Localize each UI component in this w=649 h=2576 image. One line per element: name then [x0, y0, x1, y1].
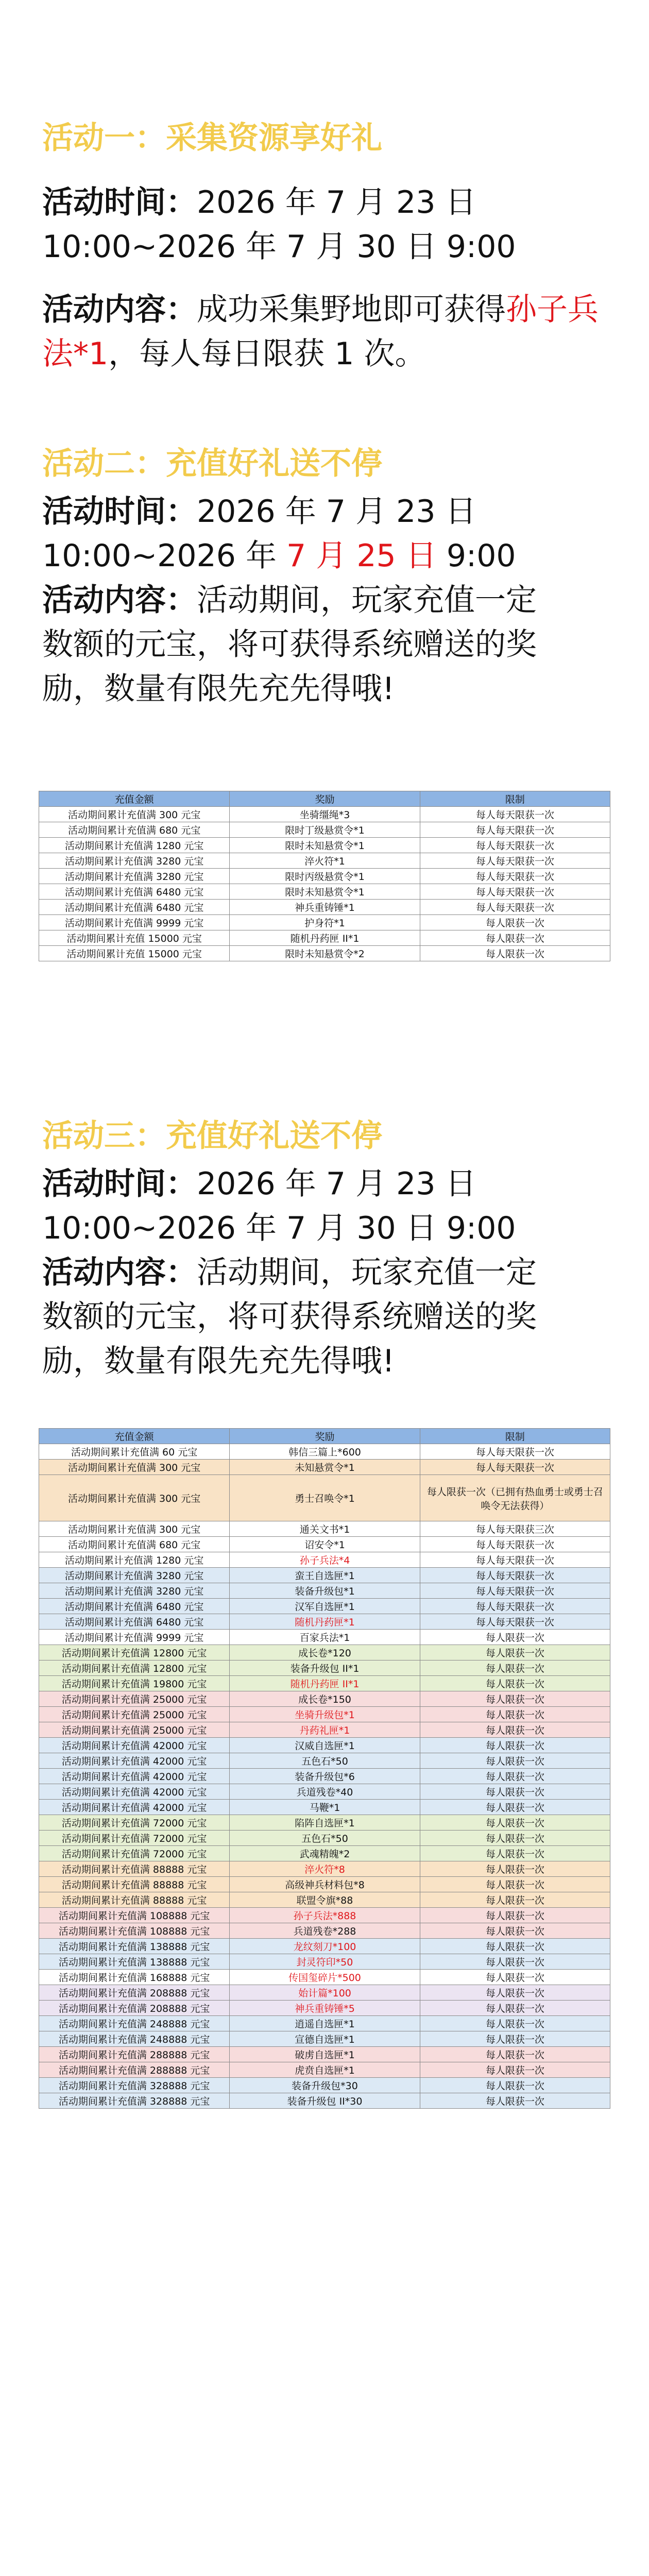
reward-cell: 五色石*50 — [230, 1753, 420, 1769]
limit-cell: 每人限获一次 — [420, 2016, 610, 2031]
table-row — [39, 1630, 610, 1645]
limit-cell: 每人限获一次 — [420, 2047, 610, 2062]
reward-cell: 限时未知悬赏令*2 — [230, 946, 420, 961]
limit-cell: 每人限获一次 — [420, 1985, 610, 2001]
column-header: 充值金额 — [39, 791, 230, 807]
table-row — [39, 1970, 610, 1985]
reward-cell: 龙纹刻刀*100 — [230, 1939, 420, 1954]
limit-cell: 每人限获一次 — [420, 1722, 610, 1738]
reward-cell: 随机丹药匣 II*1 — [230, 1676, 420, 1691]
reward-cell: 神兵重铸锤*5 — [230, 2001, 420, 2016]
amount-cell: 活动期间累计充值满 6480 元宝 — [39, 1614, 230, 1630]
limit-cell: 每人限获一次 — [420, 1753, 610, 1769]
activity-2-time — [42, 489, 609, 578]
limit-cell: 每人每天限获一次 — [420, 1568, 610, 1583]
reward-cell: 丹药礼匣*1 — [230, 1722, 420, 1738]
table-row — [39, 1892, 610, 1908]
table-row — [39, 2062, 610, 2078]
activity-2-content — [42, 578, 609, 711]
reward-cell: 淬火符*1 — [230, 853, 420, 869]
limit-cell: 每人限获一次 — [420, 1769, 610, 1784]
amount-cell: 活动期间累计充值 15000 元宝 — [39, 930, 230, 946]
table-row — [39, 1460, 610, 1475]
table-row — [39, 2016, 610, 2031]
amount-cell: 活动期间累计充值满 248888 元宝 — [39, 2031, 230, 2047]
amount-cell: 活动期间累计充值满 88888 元宝 — [39, 1861, 230, 1877]
table-row — [39, 1537, 610, 1552]
limit-cell: 每人限获一次 — [420, 1630, 610, 1645]
limit-cell: 每人每天限获一次 — [420, 869, 610, 884]
reward-cell: 装备升级包*30 — [230, 2078, 420, 2093]
table-row — [39, 1660, 610, 1676]
limit-cell: 每人每天限获一次 — [420, 1552, 610, 1568]
amount-cell: 活动期间累计充值满 25000 元宝 — [39, 1691, 230, 1707]
amount-cell: 活动期间累计充值满 300 元宝 — [39, 807, 230, 822]
limit-cell: 每人每天限获一次 — [420, 1444, 610, 1460]
content-text-end: ，每人每日限获 1 次。 — [108, 336, 426, 372]
content-highlight: 孙子兵法*1 — [42, 292, 599, 372]
amount-cell: 活动期间累计充值满 72000 元宝 — [39, 1815, 230, 1831]
limit-cell: 每人限获一次 — [420, 1815, 610, 1831]
limit-cell: 每人每天限获一次 — [420, 884, 610, 900]
activity-1 — [42, 117, 609, 376]
table-row — [39, 1645, 610, 1660]
content-text: 成功采集野地即可获得 — [197, 292, 506, 328]
limit-cell: 每人限获一次 — [420, 1738, 610, 1753]
column-header: 限制 — [420, 1429, 610, 1444]
reward-cell: 装备升级包 II*1 — [230, 1660, 420, 1676]
time-highlight: 7 月 25 日 — [286, 538, 437, 574]
reward-cell: 勇士召唤令*1 — [230, 1475, 420, 1521]
limit-cell: 每人限获一次 — [420, 930, 610, 946]
reward-cell: 高级神兵材料包*8 — [230, 1877, 420, 1892]
table-row — [39, 900, 610, 915]
table-row — [39, 1985, 610, 2001]
amount-cell: 活动期间累计充值满 42000 元宝 — [39, 1769, 230, 1784]
table-row — [39, 1939, 610, 1954]
table-row — [39, 1923, 610, 1939]
table-row — [39, 1552, 610, 1568]
activity-3 — [42, 1115, 609, 1383]
table-row — [39, 1831, 610, 1846]
table-row — [39, 2078, 610, 2093]
content-text-2: 数额的元宝，将可获得系统赠送的奖 — [42, 626, 537, 663]
table-row — [39, 838, 610, 853]
table-row — [39, 1784, 610, 1800]
limit-cell: 每人限获一次 — [420, 1645, 610, 1660]
limit-cell: 每人每天限获一次 — [420, 900, 610, 915]
limit-cell: 每人每天限获一次 — [420, 822, 610, 838]
reward-cell: 宣德自选匣*1 — [230, 2031, 420, 2047]
amount-cell: 活动期间累计充值满 300 元宝 — [39, 1521, 230, 1537]
limit-cell: 每人限获一次 — [420, 1831, 610, 1846]
amount-cell: 活动期间累计充值满 680 元宝 — [39, 1537, 230, 1552]
reward-cell: 诏安令*1 — [230, 1537, 420, 1552]
table-row — [39, 1738, 610, 1753]
table-row — [39, 822, 610, 838]
activity-1-title: 活动一：采集资源享好礼 — [42, 120, 382, 156]
limit-cell: 每人限获一次 — [420, 1923, 610, 1939]
reward-cell: 马鞭*1 — [230, 1800, 420, 1815]
table-row — [39, 1521, 610, 1537]
reward-cell: 坐骑升级包*1 — [230, 1707, 420, 1722]
column-header: 奖励 — [230, 791, 420, 807]
activity-3-title: 活动三：充值好礼送不停 — [42, 1118, 382, 1154]
reward-cell: 成长卷*150 — [230, 1691, 420, 1707]
amount-cell: 活动期间累计充值满 3280 元宝 — [39, 1583, 230, 1599]
time-value-end: 10:00~2026 年 7 月 30 日 9:00 — [42, 229, 516, 265]
amount-cell: 活动期间累计充值满 19800 元宝 — [39, 1676, 230, 1691]
time-value-tail: 9:00 — [436, 538, 516, 574]
limit-cell: 每人限获一次 — [420, 1877, 610, 1892]
amount-cell: 活动期间累计充值满 9999 元宝 — [39, 915, 230, 930]
table-row — [39, 1861, 610, 1877]
table-row — [39, 1614, 610, 1630]
amount-cell: 活动期间累计充值满 9999 元宝 — [39, 1630, 230, 1645]
content-label: 活动内容： — [42, 292, 197, 328]
table-row — [39, 2093, 610, 2109]
table-row — [39, 915, 610, 930]
time-value: 2026 年 7 月 23 日 — [197, 1166, 476, 1202]
table-row — [39, 1475, 610, 1521]
reward-cell: 兵道残卷*288 — [230, 1923, 420, 1939]
reward-cell: 汉军自选匣*1 — [230, 1599, 420, 1614]
reward-cell: 陷阵自选匣*1 — [230, 1815, 420, 1831]
amount-cell: 活动期间累计充值满 12800 元宝 — [39, 1660, 230, 1676]
amount-cell: 活动期间累计充值满 42000 元宝 — [39, 1738, 230, 1753]
content-text: 活动期间，玩家充值一定 — [197, 582, 537, 618]
table-row — [39, 1908, 610, 1923]
limit-cell: 每人限获一次 — [420, 1660, 610, 1676]
limit-cell: 每人限获一次 — [420, 1676, 610, 1691]
reward-cell: 始计篇*100 — [230, 1985, 420, 2001]
table-row — [39, 853, 610, 869]
table-row — [39, 884, 610, 900]
limit-cell: 每人限获一次 — [420, 2062, 610, 2078]
amount-cell: 活动期间累计充值满 248888 元宝 — [39, 2016, 230, 2031]
reward-cell: 联盟令旗*88 — [230, 1892, 420, 1908]
activity-1-content — [42, 287, 609, 376]
table-row — [39, 946, 610, 961]
content-text-3: 励，数量有限先充先得哦! — [42, 1343, 395, 1379]
limit-cell: 每人每天限获一次 — [420, 853, 610, 869]
column-header: 充值金额 — [39, 1429, 230, 1444]
amount-cell: 活动期间累计充值满 288888 元宝 — [39, 2047, 230, 2062]
amount-cell: 活动期间累计充值满 108888 元宝 — [39, 1908, 230, 1923]
limit-cell: 每人限获一次 — [420, 2001, 610, 2016]
table-row — [39, 807, 610, 822]
column-header: 奖励 — [230, 1429, 420, 1444]
reward-cell: 通关文书*1 — [230, 1521, 420, 1537]
reward-cell: 兵道残卷*40 — [230, 1784, 420, 1800]
table-row — [39, 1815, 610, 1831]
limit-cell: 每人限获一次 — [420, 915, 610, 930]
reward-cell: 护身符*1 — [230, 915, 420, 930]
limit-cell: 每人每天限获一次 — [420, 1599, 610, 1614]
limit-cell: 每人每天限获三次 — [420, 1521, 610, 1537]
table-row — [39, 1877, 610, 1892]
reward-cell: 装备升级包 II*30 — [230, 2093, 420, 2109]
reward-cell: 武魂精魄*2 — [230, 1846, 420, 1861]
table-row — [39, 1954, 610, 1970]
reward-cell: 破虏自选匣*1 — [230, 2047, 420, 2062]
amount-cell: 活动期间累计充值满 88888 元宝 — [39, 1892, 230, 1908]
table-row — [39, 930, 610, 946]
reward-cell: 逍遥自选匣*1 — [230, 2016, 420, 2031]
reward-cell: 蛮王自选匣*1 — [230, 1568, 420, 1583]
amount-cell: 活动期间累计充值满 300 元宝 — [39, 1475, 230, 1521]
amount-cell: 活动期间累计充值满 300 元宝 — [39, 1460, 230, 1475]
content-text-3: 励，数量有限先充先得哦! — [42, 671, 395, 707]
table-row — [39, 1691, 610, 1707]
reward-cell: 孙子兵法*4 — [230, 1552, 420, 1568]
amount-cell: 活动期间累计充值满 3280 元宝 — [39, 853, 230, 869]
amount-cell: 活动期间累计充值满 3280 元宝 — [39, 869, 230, 884]
reward-cell: 随机丹药匣 II*1 — [230, 930, 420, 946]
reward-cell: 未知悬赏令*1 — [230, 1460, 420, 1475]
reward-cell: 孙子兵法*888 — [230, 1908, 420, 1923]
table-row — [39, 1583, 610, 1599]
content-text-2: 数额的元宝，将可获得系统赠送的奖 — [42, 1299, 537, 1335]
limit-cell: 每人每天限获一次 — [420, 807, 610, 822]
limit-cell: 每人限获一次 — [420, 1691, 610, 1707]
amount-cell: 活动期间累计充值满 1280 元宝 — [39, 1552, 230, 1568]
table-row — [39, 1707, 610, 1722]
reward-cell: 随机丹药匣*1 — [230, 1614, 420, 1630]
amount-cell: 活动期间累计充值满 88888 元宝 — [39, 1877, 230, 1892]
amount-cell: 活动期间累计充值满 328888 元宝 — [39, 2078, 230, 2093]
limit-cell: 每人每天限获一次 — [420, 1614, 610, 1630]
limit-cell: 每人限获一次 — [420, 1800, 610, 1815]
time-value: 2026 年 7 月 23 日 — [197, 494, 476, 530]
limit-cell: 每人每天限获一次 — [420, 1583, 610, 1599]
amount-cell: 活动期间累计充值满 138888 元宝 — [39, 1954, 230, 1970]
time-value-end: 10:00~2026 年 — [42, 538, 287, 574]
reward-cell: 汉威自选匣*1 — [230, 1738, 420, 1753]
amount-cell: 活动期间累计充值满 42000 元宝 — [39, 1784, 230, 1800]
limit-cell: 每人限获一次 — [420, 1970, 610, 1985]
content-text: 活动期间，玩家充值一定 — [197, 1255, 537, 1291]
reward-table-2 — [39, 1428, 610, 2109]
activity-3-time — [42, 1162, 609, 1250]
table-row — [39, 1769, 610, 1784]
limit-cell: 每人限获一次 — [420, 1784, 610, 1800]
amount-cell: 活动期间累计充值满 42000 元宝 — [39, 1753, 230, 1769]
table-row — [39, 1753, 610, 1769]
reward-cell: 封灵符印*50 — [230, 1954, 420, 1970]
amount-cell: 活动期间累计充值满 1280 元宝 — [39, 838, 230, 853]
amount-cell: 活动期间累计充值满 72000 元宝 — [39, 1831, 230, 1846]
time-value-end: 10:00~2026 年 7 月 30 日 9:00 — [42, 1210, 516, 1246]
amount-cell: 活动期间累计充值满 288888 元宝 — [39, 2062, 230, 2078]
amount-cell: 活动期间累计充值满 680 元宝 — [39, 822, 230, 838]
reward-cell: 淬火符*8 — [230, 1861, 420, 1877]
time-label: 活动时间： — [42, 494, 197, 530]
content-label: 活动内容： — [42, 582, 197, 618]
activity-2 — [42, 443, 609, 711]
limit-cell: 每人限获一次 — [420, 1861, 610, 1877]
amount-cell: 活动期间累计充值满 6480 元宝 — [39, 884, 230, 900]
amount-cell: 活动期间累计充值满 168888 元宝 — [39, 1970, 230, 1985]
reward-cell: 韩信三篇上*600 — [230, 1444, 420, 1460]
table-row — [39, 2001, 610, 2016]
table-row — [39, 2031, 610, 2047]
amount-cell: 活动期间累计充值 15000 元宝 — [39, 946, 230, 961]
reward-cell: 限时丙级悬赏令*1 — [230, 869, 420, 884]
reward-table-1 — [39, 791, 610, 961]
table-row — [39, 1722, 610, 1738]
reward-cell: 坐骑缰绳*3 — [230, 807, 420, 822]
limit-cell: 每人限获一次 — [420, 946, 610, 961]
limit-cell: 每人每天限获一次 — [420, 1460, 610, 1475]
amount-cell: 活动期间累计充值满 25000 元宝 — [39, 1722, 230, 1738]
table-row — [39, 1846, 610, 1861]
limit-cell: 每人限获一次 — [420, 2093, 610, 2109]
limit-cell: 每人限获一次 — [420, 1908, 610, 1923]
amount-cell: 活动期间累计充值满 328888 元宝 — [39, 2093, 230, 2109]
amount-cell: 活动期间累计充值满 60 元宝 — [39, 1444, 230, 1460]
activity-2-title: 活动二：充值好礼送不停 — [42, 446, 382, 482]
amount-cell: 活动期间累计充值满 208888 元宝 — [39, 2001, 230, 2016]
limit-cell: 每人限获一次 — [420, 1846, 610, 1861]
limit-cell: 每人限获一次 — [420, 1892, 610, 1908]
table-row — [39, 869, 610, 884]
amount-cell: 活动期间累计充值满 208888 元宝 — [39, 1985, 230, 2001]
limit-cell: 每人每天限获一次 — [420, 1537, 610, 1552]
reward-cell: 五色石*50 — [230, 1831, 420, 1846]
reward-cell: 神兵重铸锤*1 — [230, 900, 420, 915]
limit-cell: 每人限获一次 — [420, 1707, 610, 1722]
limit-cell: 每人每天限获一次 — [420, 838, 610, 853]
reward-cell: 成长卷*120 — [230, 1645, 420, 1660]
reward-cell: 限时未知悬赏令*1 — [230, 838, 420, 853]
activity-1-time — [42, 180, 609, 269]
limit-cell: 每人限获一次 — [420, 2078, 610, 2093]
time-value: 2026 年 7 月 23 日 — [197, 184, 476, 221]
reward-cell: 虎贲自选匣*1 — [230, 2062, 420, 2078]
reward-cell: 限时丁级悬赏令*1 — [230, 822, 420, 838]
time-label: 活动时间： — [42, 184, 197, 221]
column-header: 限制 — [420, 791, 610, 807]
amount-cell: 活动期间累计充值满 42000 元宝 — [39, 1800, 230, 1815]
limit-cell: 每人限获一次 — [420, 1954, 610, 1970]
reward-cell: 限时未知悬赏令*1 — [230, 884, 420, 900]
reward-cell: 传国玺碎片*500 — [230, 1970, 420, 1985]
reward-cell: 装备升级包*6 — [230, 1769, 420, 1784]
amount-cell: 活动期间累计充值满 12800 元宝 — [39, 1645, 230, 1660]
limit-cell: 每人限获一次（已拥有热血勇士或勇士召唤令无法获得） — [420, 1475, 610, 1521]
table-row — [39, 1599, 610, 1614]
content-label: 活动内容： — [42, 1255, 197, 1291]
amount-cell: 活动期间累计充值满 6480 元宝 — [39, 1599, 230, 1614]
amount-cell: 活动期间累计充值满 6480 元宝 — [39, 900, 230, 915]
amount-cell: 活动期间累计充值满 72000 元宝 — [39, 1846, 230, 1861]
amount-cell: 活动期间累计充值满 25000 元宝 — [39, 1707, 230, 1722]
table-row — [39, 1444, 610, 1460]
activity-3-content — [42, 1250, 609, 1383]
limit-cell: 每人限获一次 — [420, 1939, 610, 1954]
amount-cell: 活动期间累计充值满 138888 元宝 — [39, 1939, 230, 1954]
time-label: 活动时间： — [42, 1166, 197, 1202]
reward-cell: 百家兵法*1 — [230, 1630, 420, 1645]
limit-cell: 每人限获一次 — [420, 2031, 610, 2047]
amount-cell: 活动期间累计充值满 108888 元宝 — [39, 1923, 230, 1939]
table-row — [39, 1568, 610, 1583]
amount-cell: 活动期间累计充值满 3280 元宝 — [39, 1568, 230, 1583]
table-row — [39, 1676, 610, 1691]
reward-cell: 装备升级包*1 — [230, 1583, 420, 1599]
table-row — [39, 1800, 610, 1815]
table-row — [39, 2047, 610, 2062]
